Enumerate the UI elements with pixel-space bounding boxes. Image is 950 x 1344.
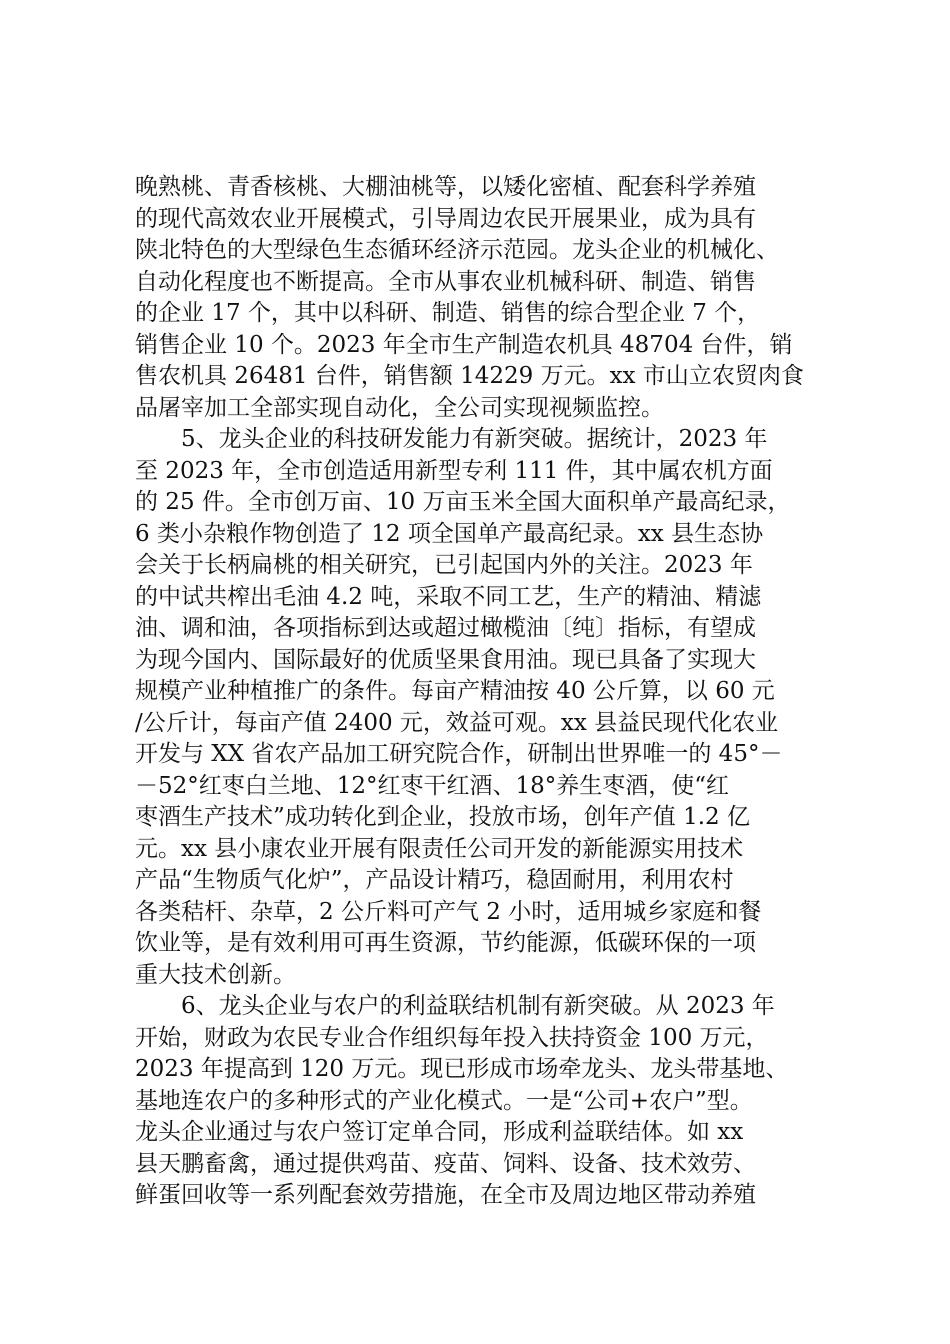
text-line: 品屠宰加工全部实现自动化，全公司实现视频监控。 xyxy=(135,394,664,421)
paragraph-1 xyxy=(135,172,835,424)
text-line: 元。xx 县小康农业开展有限责任公司开发的新能源实用技术 xyxy=(135,835,744,862)
text-line: 6 类小杂粮作物创造了 12 项全国单产最高纪录。xx 县生态协 xyxy=(135,520,764,547)
text-line: 龙头企业通过与农户签订定单合同，形成利益联结体。如 xx xyxy=(135,1119,744,1145)
text-line: 基地连农户的多种形式的产业化模式。一是“公司+农户”型。 xyxy=(135,1087,753,1114)
body-text xyxy=(135,172,835,1212)
text-line: 鲜蛋回收等一系列配套效劳措施，在全市及周边地区带动养殖 xyxy=(135,1182,756,1208)
text-line: 销售企业 10 个。2023 年全市生产制造农机具 48704 台件，销 xyxy=(135,331,793,358)
text-line: 开始，财政为农民专业合作组织每年投入扶持资金 100 万元， xyxy=(135,1024,769,1051)
text-line: －52°红枣白兰地、12°红枣干红酒、18°养生枣酒，使“红 xyxy=(135,772,730,799)
text-line: 自动化程度也不断提高。全市从事农业机械科研、制造、销售 xyxy=(135,268,756,295)
text-line: 的现代高效农业开展模式，引导周边农民开展果业，成为具有 xyxy=(135,205,756,232)
paragraph-3 xyxy=(135,991,835,1212)
text-line: 至 2023 年，全市创造适用新型专利 111 件，其中属农机方面 xyxy=(135,457,773,484)
text-line: 的中试共榨出毛油 4.2 吨，采取不同工艺，生产的精油、精滤 xyxy=(135,583,762,610)
text-line: 县天鹏畜禽，通过提供鸡苗、疫苗、饲料、设备、技术效劳、 xyxy=(135,1150,756,1177)
text-line: 产品“生物质气化炉”，产品设计精巧，稳固耐用，利用农村 xyxy=(135,867,734,893)
text-line: 为现今国内、国际最好的优质坚果食用油。现已具备了实现大 xyxy=(135,646,756,673)
text-line: 5、龙头企业的科技研发能力有新突破。据统计，2023 年 xyxy=(181,426,768,452)
text-line: 的 25 件。全市创万亩、10 万亩玉米全国大面积单产最高纪录， xyxy=(135,489,791,515)
text-line: 开发与 XX 省农产品加工研究院合作，研制出世界唯一的 45°－ xyxy=(135,741,783,767)
text-line: 晚熟桃、青香核桃、大棚油桃等，以矮化密植、配套科学养殖 xyxy=(135,174,756,200)
text-line: /公斤计，每亩产值 2400 元，效益可观。xx 县益民现代化农业 xyxy=(135,709,779,736)
text-line: 重大技术创新。 xyxy=(135,961,296,988)
text-line: 油、调和油，各项指标到达或超过橄榄油〔纯〕指标，有望成 xyxy=(135,615,756,641)
text-line: 6、龙头企业与农户的利益联结机制有新突破。从 2023 年 xyxy=(181,993,775,1019)
text-line: 枣酒生产技术”成功转化到企业，投放市场，创年产值 1.2 亿 xyxy=(135,804,750,830)
text-line: 售农机具 26481 台件，销售额 14229 万元。xx 市山立农贸肉食 xyxy=(135,363,804,389)
text-line: 2023 年提高到 120 万元。现已形成市场牵龙头、龙头带基地、 xyxy=(135,1056,789,1082)
text-line: 各类秸杆、杂草，2 公斤料可产气 2 小时，适用城乡家庭和餐 xyxy=(135,898,762,925)
paragraph-2 xyxy=(135,424,835,991)
text-line: 陕北特色的大型绿色生态循环经济示范园。龙头企业的机械化、 xyxy=(135,237,779,263)
text-line: 规模产业种植推广的条件。每亩产精油按 40 公斤算，以 60 元 xyxy=(135,678,775,704)
text-line: 的企业 17 个，其中以科研、制造、销售的综合型企业 7 个， xyxy=(135,300,761,326)
text-line: 饮业等，是有效利用可再生资源，节约能源，低碳环保的一项 xyxy=(135,930,756,956)
text-line: 会关于长柄扁桃的相关研究，已引起国内外的关注。2023 年 xyxy=(135,552,753,578)
